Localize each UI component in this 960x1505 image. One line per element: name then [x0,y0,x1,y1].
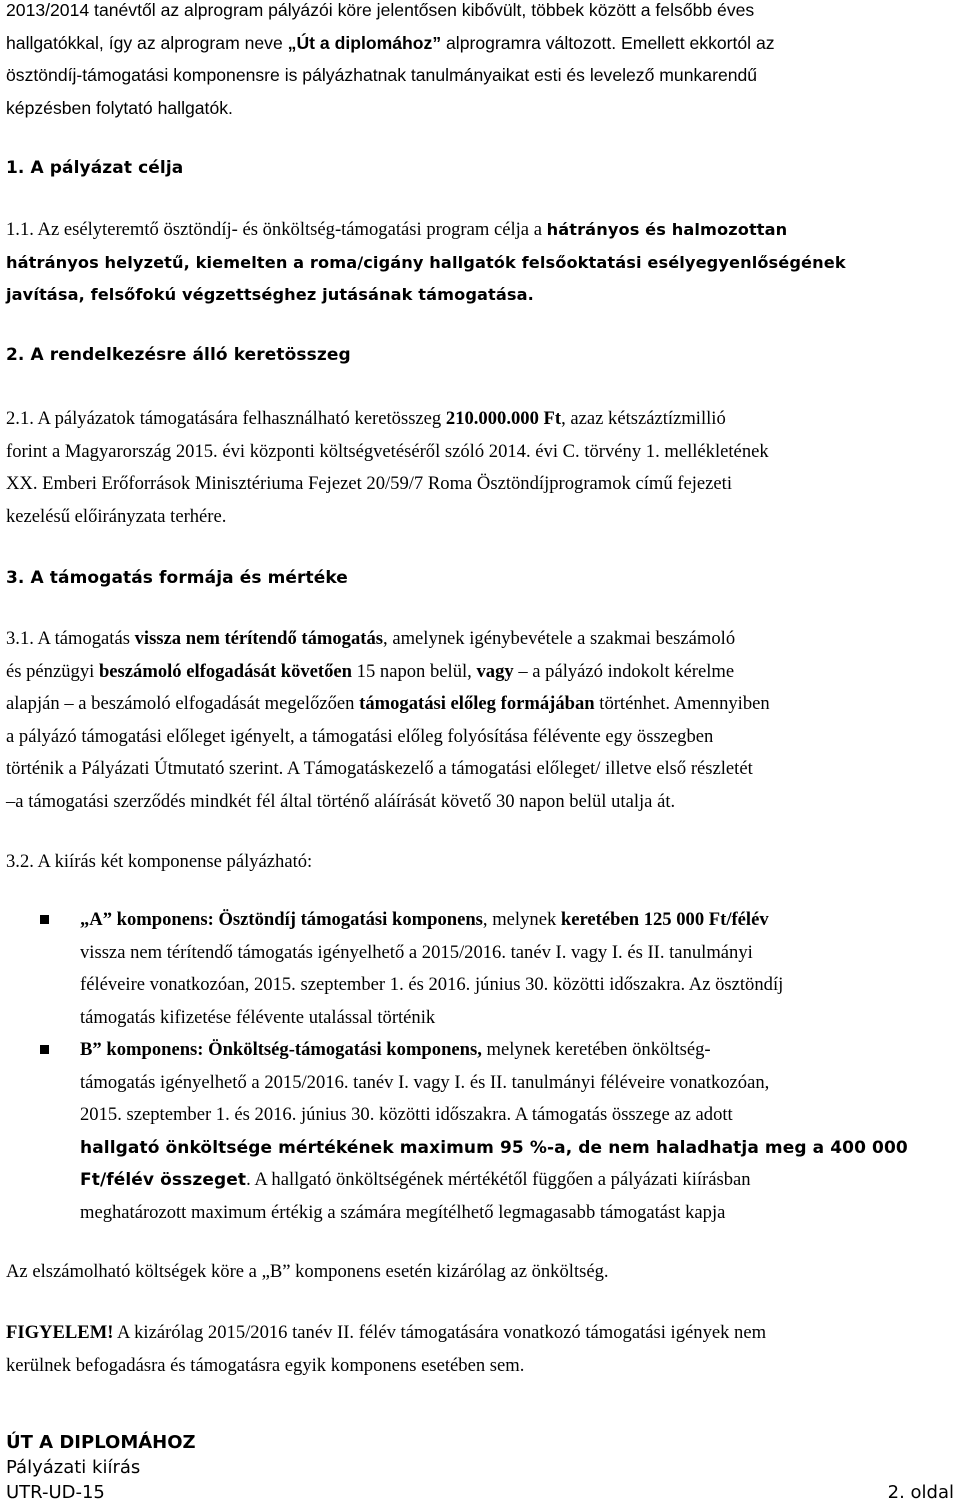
footer-subtitle: Pályázati kiírás [6,1457,141,1478]
intro-paragraph [6,0,956,124]
bullet-a-line-2: vissza nem térítendő támogatás igényelhető a 2015/2016. tanév I. vagy I. és II. tanulmányi [80,941,753,963]
intro-line-4: képzésben folytató hallgatók. [6,97,233,118]
s2-line-4: kezelésű előirányzata terhére. [6,505,227,527]
section-2-heading: 2. A rendelkezésre álló keretösszeg [6,345,351,365]
bullet-square-icon [40,915,49,924]
bullet-square-icon [40,1045,49,1054]
section-3-2-paragraph: 3.2. A kiírás két komponense pályázható: [6,851,313,872]
s1-line-1: 1.1. Az esélyteremtő ösztöndíj- és önköltség-támogatási program célja a hátrányos és halmozottan [6,219,788,240]
program-name: „Út a diplomához” [287,32,442,53]
bullet-b-line-4: hallgató önköltsége mértékének maximum 95 %-a, de nem haladhatja meg a 400 000 [80,1137,908,1158]
s1-line-3: javítása, felsőfokú végzettséghez jutásának támogatása. [6,285,534,304]
section-1-heading: 1. A pályázat célja [6,158,184,178]
intro-line-2: hallgatókkal, így az alprogram neve „Út a diplomához” alprogramra változott. Emellett ekkortól az [6,32,775,53]
intro-line-3: ösztöndíj-támogatási komponensre is pályázhatnak tanulmányaikat esti és levelező munkarendű [6,65,758,85]
budget-amount: 210.000.000 Ft [445,408,562,429]
s31-line-5: történik a Pályázati Útmutató szerint. A Támogatáskezelő a támogatási előleget/ illetve első részletét [6,758,753,779]
bullet-b-line-6: meghatározott maximum értékig a számára megítélhető legmagasabb támogatást kapja [80,1201,726,1223]
section-3-1-paragraph [6,623,956,818]
bullet-b-line-2: támogatás igényelhető a 2015/2016. tanév I. vagy I. és II. tanulmányi féléveire vonatkozóan, [80,1071,770,1093]
bullet-a-line-4: támogatás kifizetése félévente utalással történik [80,1006,436,1028]
s2-line-3: XX. Emberi Erőforrások Minisztériuma Fejezet 20/59/7 Roma Ösztöndíjprogramok című fejezeti [6,473,732,494]
s31-line-3: alapján – a beszámoló elfogadását megelőzően támogatási előleg formájában történhet. Amennyiben [6,693,770,714]
bullet-b-line-5: Ft/félév összeget. A hallgató önköltségének mértékétől függően a pályázati kiírásban [80,1169,751,1190]
s2-line-1: 2.1. A pályázatok támogatására felhasználható keretösszeg 210.000.000 Ft, azaz kétszáztízmillió [6,408,726,429]
s31-line-6: –a támogatási szerződés mindkét fél által történő aláírását követő 30 napon belül utalja át. [6,790,676,812]
bullet-b-text [80,1034,956,1229]
section-1-paragraph [6,214,956,312]
warning-line-1: FIGYELEM! A kizárólag 2015/2016 tanév II. félév támogatására vonatkozó támogatási igények nem [6,1322,767,1343]
section-3-heading: 3. A támogatás formája és mértéke [6,568,348,588]
bullet-b-line-1: B” komponens: Önköltség-támogatási komponens, melynek keretében önköltség- [80,1039,711,1060]
section-2-paragraph [6,403,956,533]
bullet-a-text [80,904,956,1034]
s1-line-2: hátrányos helyzetű, kiemelten a roma/cigány hallgatók felsőoktatási esélyegyenlőségének [6,252,846,272]
s31-line-4: a pályázó támogatási előleget igényelt, a támogatási előleg folyósítása félévente egy összegben [6,725,714,747]
warning-paragraph [6,1317,956,1382]
footer-title: ÚT A DIPLOMÁHOZ [6,1432,196,1453]
s2-line-2: forint a Magyarország 2015. évi központi költségvetéséről szóló 2014. évi C. törvény 1. mellékletének [6,440,769,462]
s31-line-1: 3.1. A támogatás vissza nem térítendő támogatás, amelynek igénybevétele a szakmai beszámoló [6,628,736,649]
intro-line-1: 2013/2014 tanévtől az alprogram pályázói köre jelentősen kibővült, többek között a felsőbb éves [6,0,755,20]
s31-line-2: és pénzügyi beszámoló elfogadását követően 15 napon belül, vagy – a pályázó indokolt kérelme [6,660,735,682]
footer-code: UTR-UD-15 [6,1482,105,1503]
bullet-a-line-1: „A” komponens: Ösztöndíj támogatási komponens, melynek keretében 125 000 Ft/félév [80,909,769,930]
bullet-a-line-3: féléveire vonatkozóan, 2015. szeptember 1. és 2016. június 30. közötti időszakra. Az ösztöndíj [80,974,784,995]
page-number: 2. oldal [887,1482,954,1503]
note-paragraph: Az elszámolható költségek köre a „B” komponens esetén kizárólag az önköltség. [6,1261,609,1282]
warning-line-2: kerülnek befogadásra és támogatásra egyik komponens esetében sem. [6,1354,525,1376]
bullet-b-line-3: 2015. szeptember 1. és 2016. június 30. közötti időszakra. A támogatás összege az adott [80,1104,733,1125]
warning-label: FIGYELEM! [6,1322,114,1343]
